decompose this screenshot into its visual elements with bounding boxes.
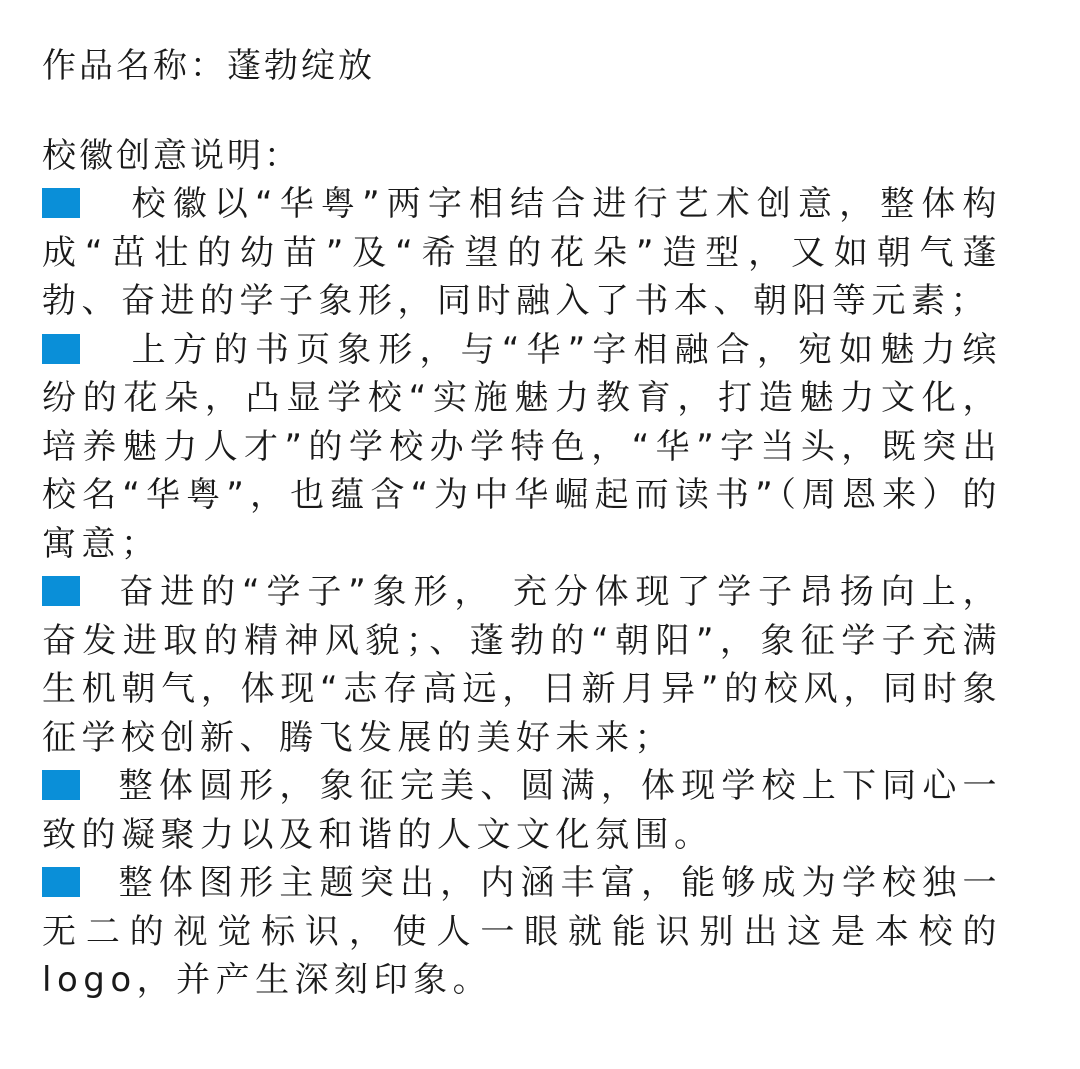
paragraph-1-text: 校徽以“华粤”两字相结合进行艺术创意，整体构成“茁壮的幼苗”及“希望的花朵”造型，又如朝气蓬勃、奋进的学子象形，同时融入了书本、朝阳等元素； <box>42 184 1002 321</box>
paragraph-3 <box>42 568 1002 762</box>
paragraph-2 <box>42 326 1002 569</box>
blue-square-bullet-icon <box>42 334 80 364</box>
paragraph-4-text: 整体圆形，象征完美、圆满，体现学校上下同心一致的凝聚力以及和谐的人文文化氛围。 <box>42 766 1002 855</box>
paragraph-1 <box>42 180 1002 326</box>
section-heading: 校徽创意说明： <box>42 136 301 176</box>
blue-square-bullet-icon <box>42 188 80 218</box>
paragraph-5 <box>42 859 1002 1005</box>
paragraph-4 <box>42 762 1002 859</box>
blue-square-bullet-icon <box>42 770 80 800</box>
paragraph-2-text: 上方的书页象形，与“华”字相融合，宛如魅力缤纷的花朵，凸显学校“实施魅力教育，打造魅力文化，培养魅力人才”的学校办学特色，“华”字当头，既突出校名“华粤”，也蕴含“为中华崛起而读书”（周恩来）的寓意； <box>42 329 1002 564</box>
blue-square-bullet-icon <box>42 576 80 606</box>
blue-square-bullet-icon <box>42 867 80 897</box>
paragraph-5-text: 整体图形主题突出，内涵丰富，能够成为学校独一无二的视觉标识，使人一眼就能识别出这是本校的logo，并产生深刻印象。 <box>42 863 1002 1000</box>
document <box>42 40 1002 1005</box>
work-title: 作品名称：蓬勃绽放 <box>42 46 375 86</box>
paragraph-3-text: 奋进的“学子”象形， 充分体现了学子昂扬向上，奋发进取的精神风貌；、蓬勃的“朝阳”，象征学子充满生机朝气，体现“志存高远，日新月异”的校风，同时象征学校创新、腾飞发展的美好未来； <box>42 572 1002 758</box>
